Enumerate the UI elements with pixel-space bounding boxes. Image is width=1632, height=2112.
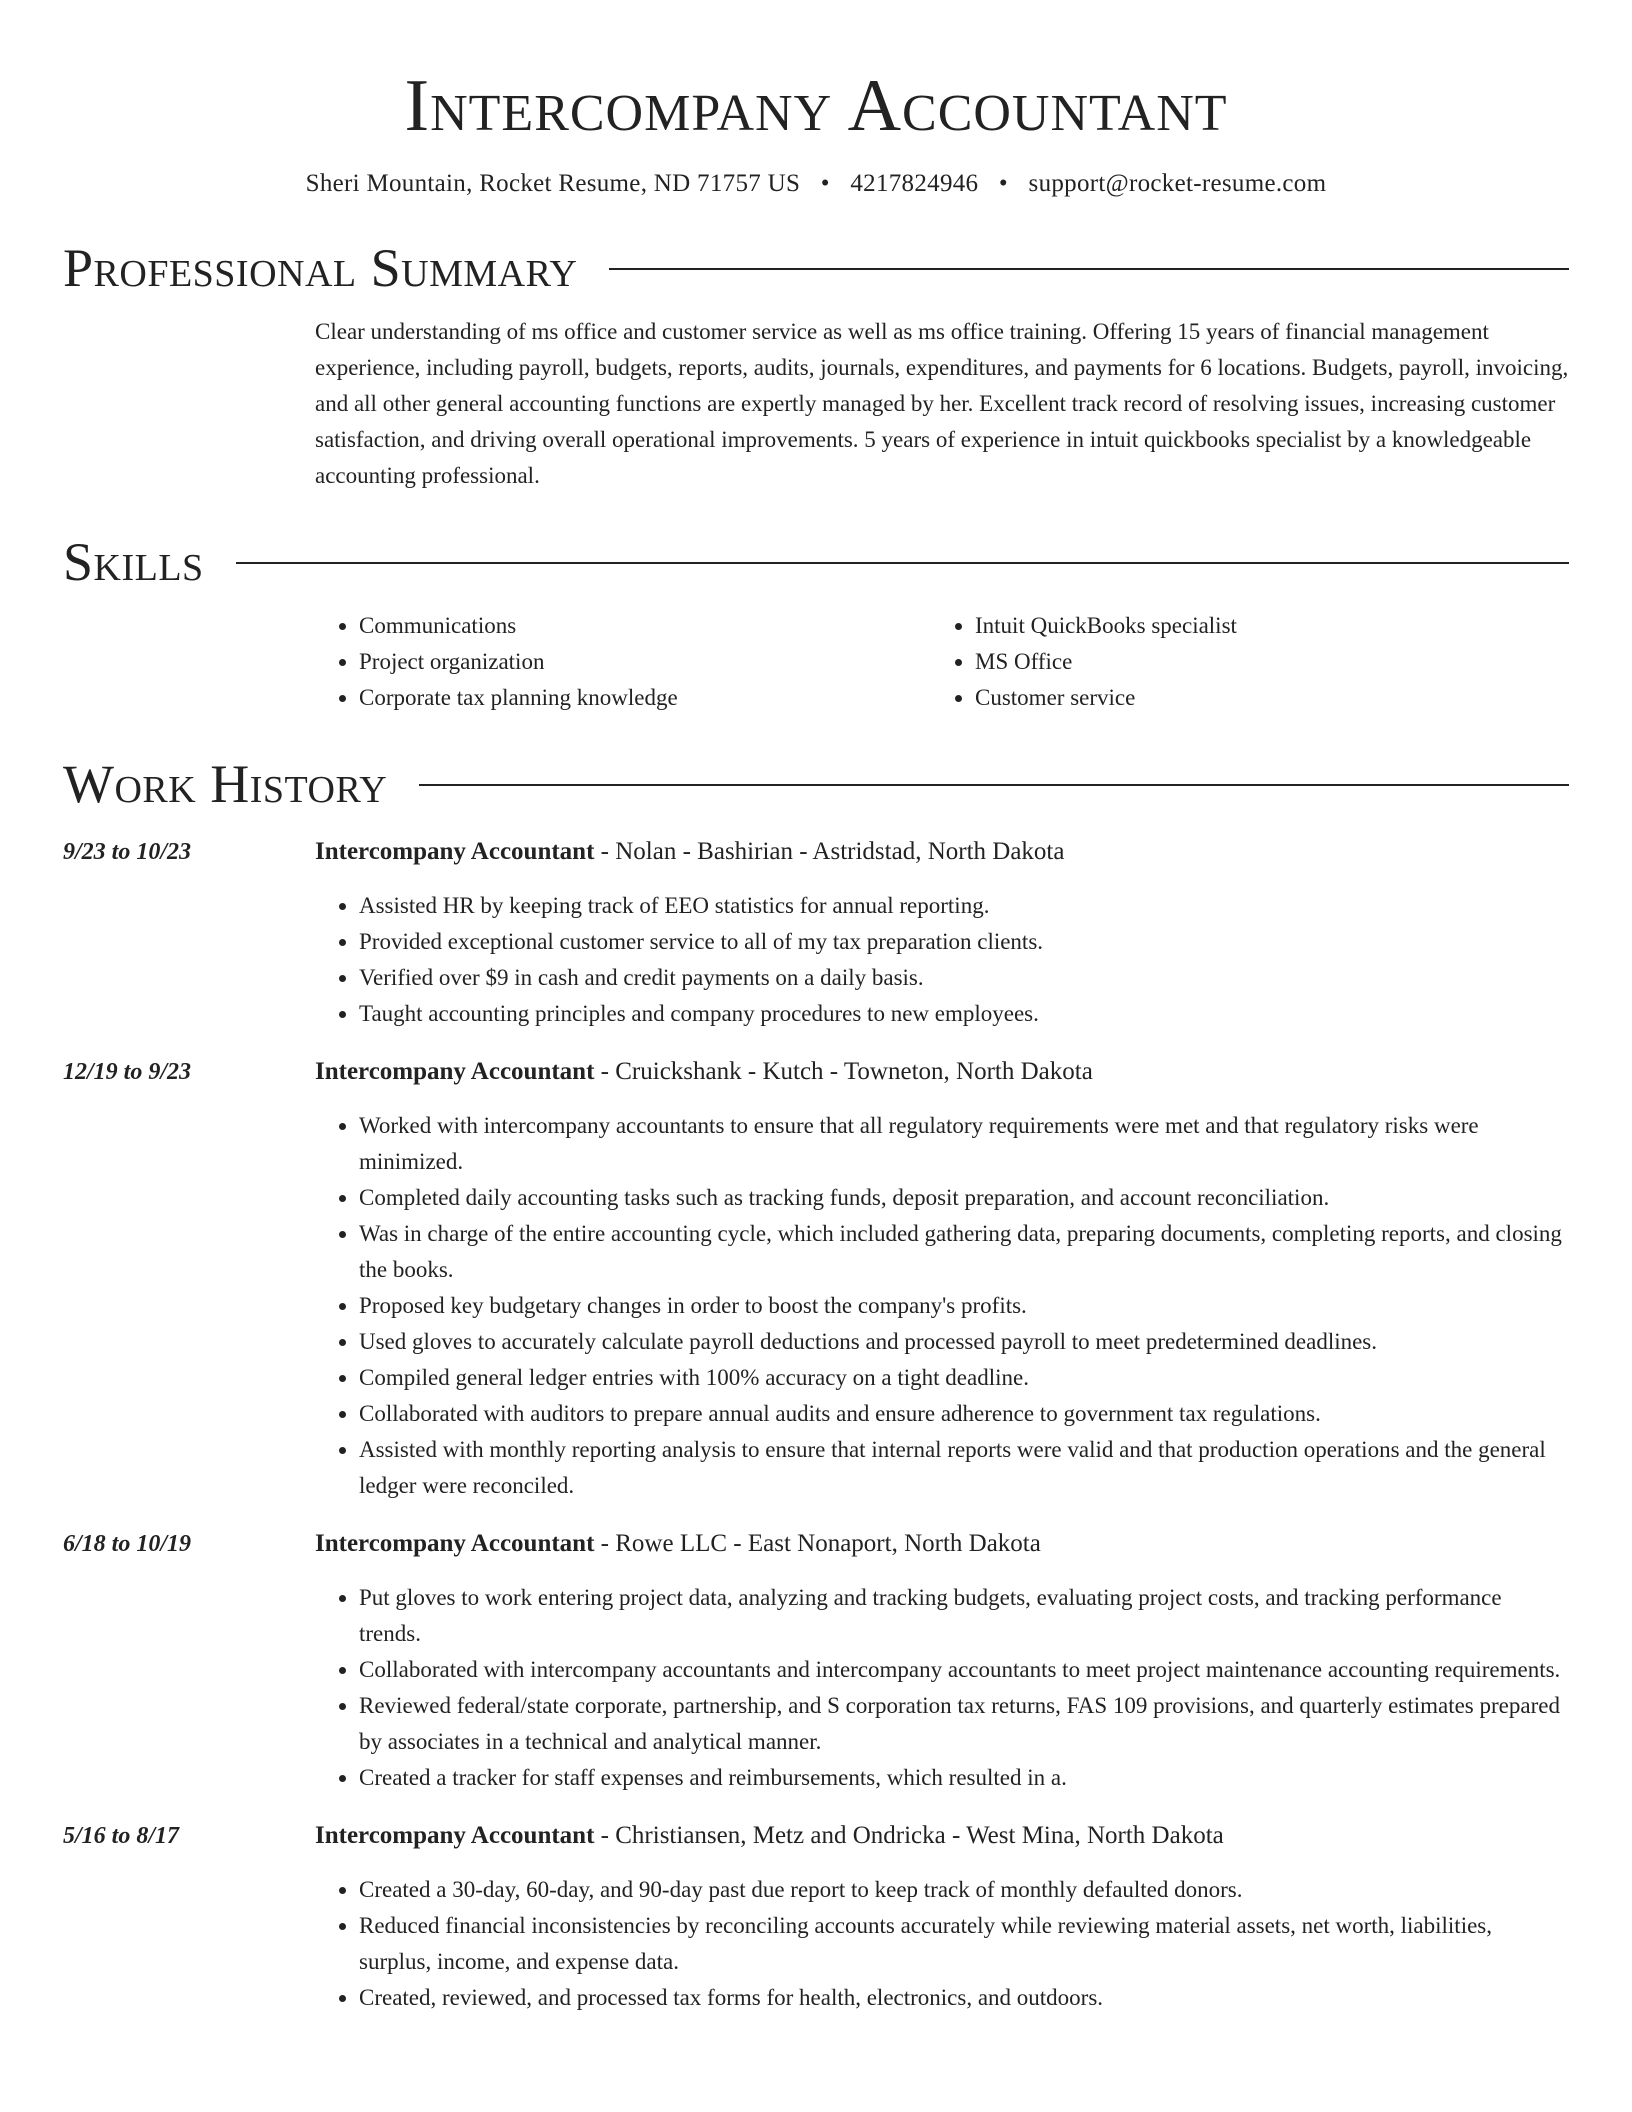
skills-section-header <box>63 530 1569 594</box>
contact-phone: 4217824946 <box>850 170 979 197</box>
job-bullet: • Created, reviewed, and processed tax forms for health, electronics, and outdoors. <box>359 1980 1569 2016</box>
work-history-list <box>63 834 1569 2016</box>
skills-heading: Skills <box>63 532 204 592</box>
skills-column-left <box>315 608 931 716</box>
job-entry <box>63 1526 1569 1796</box>
job-title-line <box>315 1054 1569 1090</box>
job-bullet: • Assisted HR by keeping track of EEO statistics for annual reporting. <box>359 888 1569 924</box>
job-bullet: • Collaborated with intercompany accountants and intercompany accountants to meet project maintenance accounting requirements. <box>359 1652 1569 1688</box>
job-employer-location: - Cruickshank - Kutch - Towneton, North Dakota <box>594 1058 1093 1085</box>
job-bullet: • Collaborated with auditors to prepare annual audits and ensure adherence to government tax regulations. <box>359 1396 1569 1432</box>
skill-item: • MS Office <box>975 644 1547 680</box>
job-bullets <box>315 1872 1569 2016</box>
job-dates: 5/16 to 8/17 <box>63 1823 180 1849</box>
contact-address: Sheri Mountain, Rocket Resume, ND 71757 US <box>305 170 801 197</box>
skill-item: • Communications <box>359 608 931 644</box>
job-title: Intercompany Accountant <box>315 1058 595 1085</box>
job-title-line <box>315 1818 1569 1854</box>
job-bullet: • Taught accounting principles and company procedures to new employees. <box>359 996 1569 1032</box>
job-bullet: • Verified over $9 in cash and credit payments on a daily basis. <box>359 960 1569 996</box>
skills-column-right <box>931 608 1547 716</box>
summary-heading: Professional Summary <box>63 238 578 298</box>
skill-item: • Corporate tax planning knowledge <box>359 680 931 716</box>
job-bullet: • Compiled general ledger entries with 100% accuracy on a tight deadline. <box>359 1360 1569 1396</box>
skills-list <box>315 608 1569 716</box>
job-employer-location: - Nolan - Bashirian - Astridstad, North Dakota <box>594 838 1065 865</box>
job-dates: 9/23 to 10/23 <box>63 839 192 865</box>
job-title: Intercompany Accountant <box>315 1822 595 1849</box>
job-bullet: • Provided exceptional customer service to all of my tax preparation clients. <box>359 924 1569 960</box>
job-bullet: • Was in charge of the entire accounting cycle, which included gathering data, preparing documents, completing reports, and closing the books. <box>359 1216 1569 1288</box>
contact-separator: • <box>820 170 830 197</box>
summary-section-header <box>63 236 1569 300</box>
job-employer-location: - Rowe LLC - East Nonaport, North Dakota <box>594 1530 1041 1557</box>
job-body <box>315 834 1569 1032</box>
job-bullet: • Created a tracker for staff expenses and reimbursements, which resulted in a. <box>359 1760 1569 1796</box>
contact-separator: • <box>998 170 1008 197</box>
job-entry <box>63 834 1569 1032</box>
skill-item: • Customer service <box>975 680 1547 716</box>
job-title-line <box>315 1526 1569 1562</box>
job-dates: 12/19 to 9/23 <box>63 1059 192 1085</box>
resume-name: Intercompany Accountant <box>404 65 1228 147</box>
work-section-header <box>63 752 1569 816</box>
skill-item: • Project organization <box>359 644 931 680</box>
job-entry <box>63 1054 1569 1504</box>
job-bullet: • Used gloves to accurately calculate payroll deductions and processed payroll to meet predetermined deadlines. <box>359 1324 1569 1360</box>
section-divider <box>609 268 1569 270</box>
job-dates: 6/18 to 10/19 <box>63 1531 192 1557</box>
job-bullet: • Proposed key budgetary changes in order to boost the company's profits. <box>359 1288 1569 1324</box>
section-divider <box>236 562 1569 564</box>
section-divider <box>419 784 1569 786</box>
job-bullet: • Completed daily accounting tasks such as tracking funds, deposit preparation, and account reconciliation. <box>359 1180 1569 1216</box>
job-bullet: • Assisted with monthly reporting analysis to ensure that internal reports were valid and that production operations and the general ledger were reconciled. <box>359 1432 1569 1504</box>
job-title: Intercompany Accountant <box>315 838 595 865</box>
job-body <box>315 1818 1569 2016</box>
work-heading: Work History <box>63 754 388 814</box>
job-body <box>315 1526 1569 1796</box>
summary-text: Clear understanding of ms office and customer service as well as ms office training. Offering 15 years of financial management experience, including payroll, budgets, reports, audits, journals, expenditures, and payments for 6 locations. Budgets, payroll, invoicing, and all other general accounting functions are expertly managed by her. Excellent track record of resolving issues, increasing customer satisfaction, and driving overall operational improvements. 5 years of experience in intuit quickbooks specialist by a knowledgeable accounting professional. <box>315 319 1569 488</box>
job-title: Intercompany Accountant <box>315 1530 595 1557</box>
job-bullets <box>315 1580 1569 1796</box>
job-bullet: • Reviewed federal/state corporate, partnership, and S corporation tax returns, FAS 109 provisions, and quarterly estimates prepared by associates in a technical and analytical manner. <box>359 1688 1569 1760</box>
job-bullet: • Worked with intercompany accountants to ensure that all regulatory requirements were met and that regulatory risks were minimized. <box>359 1108 1569 1180</box>
skill-item: • Intuit QuickBooks specialist <box>975 608 1547 644</box>
contact-email: support@rocket-resume.com <box>1028 170 1327 197</box>
job-bullets <box>315 888 1569 1032</box>
job-bullet: • Put gloves to work entering project data, analyzing and tracking budgets, evaluating project costs, and tracking performance trends. <box>359 1580 1569 1652</box>
job-bullet: • Created a 30-day, 60-day, and 90-day past due report to keep track of monthly defaulted donors. <box>359 1872 1569 1908</box>
contact-line <box>63 168 1569 200</box>
job-bullet: • Reduced financial inconsistencies by reconciling accounts accurately while reviewing material assets, net worth, liabilities, surplus, income, and expense data. <box>359 1908 1569 1980</box>
job-bullets <box>315 1108 1569 1504</box>
job-employer-location: - Christiansen, Metz and Ondricka - West Mina, North Dakota <box>594 1822 1224 1849</box>
job-body <box>315 1054 1569 1504</box>
job-entry <box>63 1818 1569 2016</box>
job-title-line <box>315 834 1569 870</box>
